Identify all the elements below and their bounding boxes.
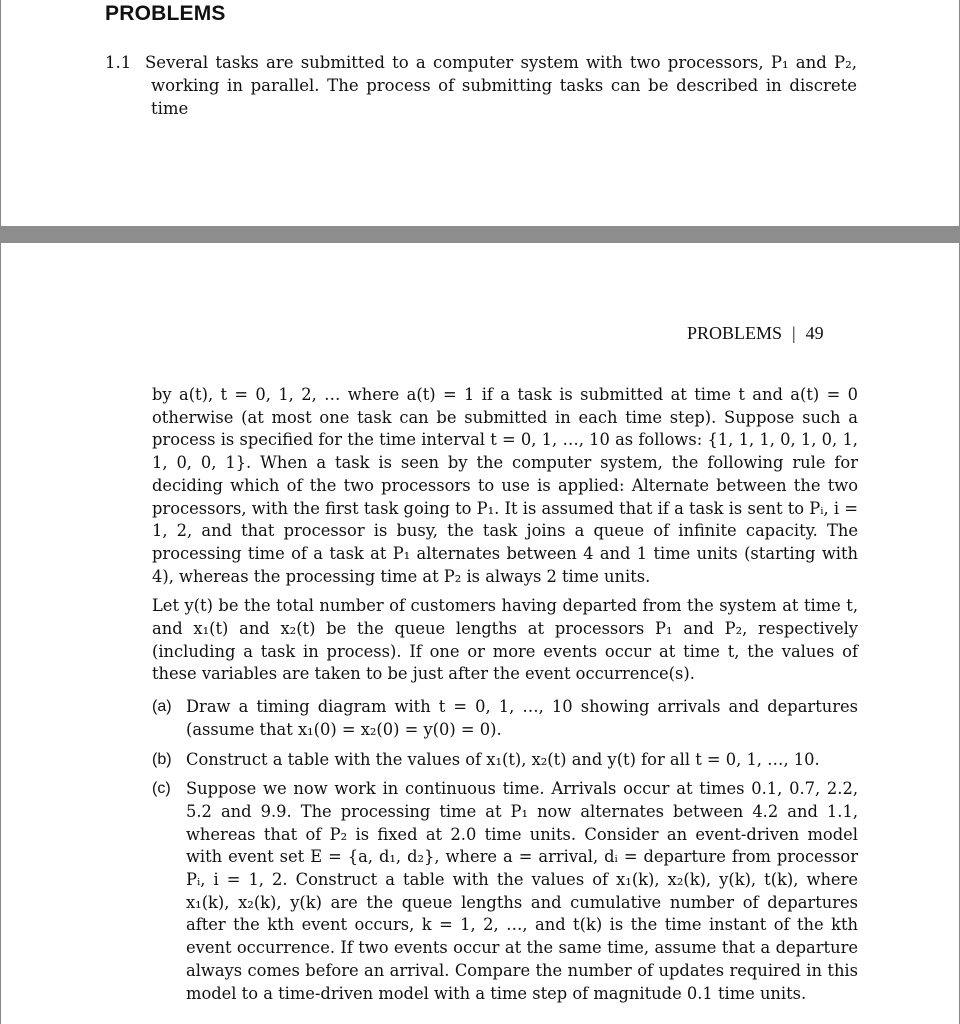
- part-a: [152, 696, 858, 741]
- page-bottom: [0, 243, 960, 1024]
- running-head: [687, 323, 824, 344]
- problem-parts: [152, 696, 858, 1005]
- running-head-separator: |: [792, 323, 796, 343]
- page-top: [0, 0, 960, 226]
- problem-1-1-start: [105, 51, 857, 120]
- paragraph-variables: Let y(t) be the total number of customers having departed from the system at time t, and x₁(t) and x₂(t) be the queue lengths at processors P₁ and P₂, respectively (including a task in process). If one or more events occur at time t, the values of these variables are taken to be just after the event occurrence(s).: [152, 596, 858, 684]
- part-c: [152, 778, 858, 1005]
- problem-number: 1.1: [105, 53, 132, 72]
- part-b-text: Construct a table with the values of x₁(t), x₂(t) and y(t) for all t = 0, 1, …, 10.: [186, 749, 820, 769]
- part-c-text: Suppose we now work in continuous time. Arrivals occur at times 0.1, 0.7, 2.2, 5.2 and 9.9. The processing time at P₁ now alternates between 4.2 and 1.1, whereas that of P₂ is fixed at 2.0 time units. Consider an event-driven model with event set E = {a, d₁, d₂}, where a = arrival, dᵢ = departure from processor Pᵢ, i = 1, 2. Construct a table with the values of x₁(k), x₂(k), y(k), t(k), where x₁(k), x₂(k), y(k) are the queue lengths and cumulative number of departures after the kth event occurs, k = 1, 2, …, and t(k) is the time instant of the kth event occurrence. If two events occur at the same time, assume that a departure always comes before an arrival. Compare the number of updates required in this model to a time-driven model with a time step of magnitude 0.1 time units.: [186, 779, 858, 1003]
- part-a-text: Draw a timing diagram with t = 0, 1, …, 10 showing arrivals and departures (assume that x₁(0) = x₂(0) = y(0) = 0).: [186, 697, 858, 739]
- problem-text-start: Several tasks are submitted to a computer system with two processors, P₁ and P₂, working in parallel. The process of submitting tasks can be described in discrete time: [145, 53, 857, 118]
- part-a-label: (a): [152, 698, 172, 716]
- page-gap: [0, 226, 960, 243]
- part-b: [152, 749, 858, 772]
- part-b-label: (b): [152, 750, 172, 768]
- page-number: 49: [805, 323, 824, 343]
- part-c-label: (c): [152, 780, 171, 798]
- paragraph-task-process: by a(t), t = 0, 1, 2, … where a(t) = 1 if a task is submitted at time t and a(t) = 0 otherwise (at most one task can be submitted in each time step). Suppose such a process is specified for the time interval t = 0, 1, …, 10 as follows: {1, 1, 1, 0, 1, 0, 1, 1, 0, 0, 1}. When a task is seen by the computer system, the following rule for deciding which of the two processors to use is applied: Alternate between the two processors, with the first task going to P₁. It is assumed that if a task is sent to Pᵢ, i = 1, 2, and that processor is busy, the task joins a queue of infinite capacity. The processing time of a task at P₁ alternates between 4 and 1 time units (starting with 4), whereas the processing time at P₂ is always 2 time units.: [152, 385, 858, 586]
- problem-text-continued: [152, 384, 858, 1012]
- section-title: PROBLEMS: [105, 2, 226, 25]
- running-head-section: PROBLEMS: [687, 323, 783, 343]
